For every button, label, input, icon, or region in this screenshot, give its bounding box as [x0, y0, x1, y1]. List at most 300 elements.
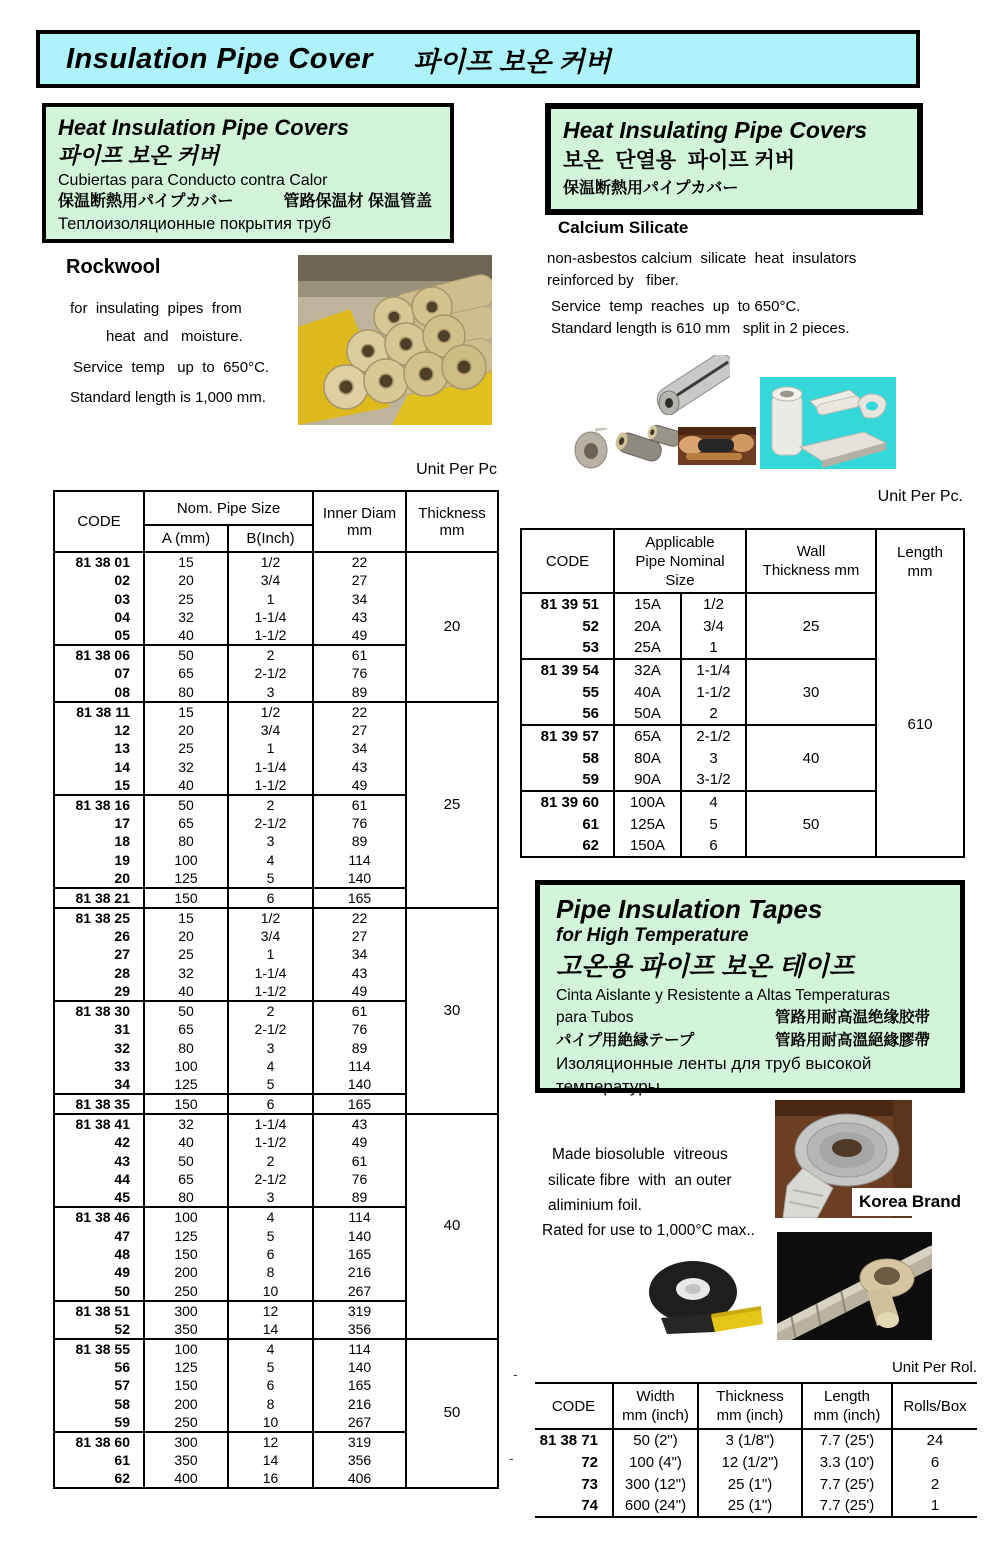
code-cell: 50 — [114, 1282, 130, 1299]
value-cell: 1-1/2 — [228, 1133, 313, 1151]
value-cell: 65 — [144, 664, 228, 682]
tape-desc-line3: aliminium foil. — [548, 1197, 642, 1214]
value-cell: 319 — [313, 1432, 406, 1451]
value-cell: 216 — [313, 1394, 406, 1412]
value-cell: 6 — [228, 1245, 313, 1263]
value-cell: 165 — [313, 1245, 406, 1263]
value-cell: 356 — [313, 1320, 406, 1339]
value-cell: 8 — [228, 1394, 313, 1412]
value-cell: 267 — [313, 1282, 406, 1301]
code-cell: 61 — [114, 1451, 130, 1468]
value-cell: 6 — [228, 1376, 313, 1394]
value-cell: 3.3 (10') — [802, 1451, 892, 1473]
value-cell: 150 — [144, 1094, 228, 1114]
foil-pipe-illustration — [652, 355, 730, 415]
code-cell: 13 — [114, 740, 130, 757]
value-cell: 356 — [313, 1451, 406, 1469]
table-row — [54, 1339, 498, 1358]
value-cell: 80A — [614, 747, 681, 769]
value-cell: 2 — [228, 1001, 313, 1020]
value-cell: 43 — [313, 608, 406, 626]
value-cell: 12 — [228, 1432, 313, 1451]
code-cell: 52 — [582, 617, 599, 635]
code-cell: 45 — [114, 1189, 130, 1206]
value-cell: 1-1/2 — [681, 681, 746, 703]
page-title: Insulation Pipe Cover — [66, 42, 373, 75]
code-cell: 81 39 54 — [521, 659, 614, 681]
value-cell: 3 — [228, 832, 313, 850]
value-cell: 6 — [681, 835, 746, 857]
tapes-title: Pipe Insulation Tapes — [556, 894, 823, 924]
value-cell: 61 — [313, 645, 406, 664]
value-cell: 125 — [144, 1226, 228, 1244]
rockwool-size-table — [53, 490, 499, 1489]
pipe-wrap-illustration — [777, 1232, 932, 1340]
value-cell: 125 — [144, 869, 228, 888]
value-cell: 1-1/4 — [228, 757, 313, 775]
tapes-title-chinese-traditional: 管路用耐高溫絕緣膠帶 — [774, 1032, 930, 1049]
value-cell: 350 — [144, 1320, 228, 1339]
scan-artifact-dash: - — [509, 1450, 514, 1466]
code-cell: 05 — [114, 627, 130, 644]
code-cell: 47 — [114, 1227, 130, 1244]
value-cell: 1/2 — [228, 908, 313, 927]
code-cell: 74 — [581, 1497, 598, 1514]
value-cell: 25 — [144, 589, 228, 607]
value-cell: 250 — [144, 1413, 228, 1432]
page-title-banner — [36, 30, 920, 88]
value-cell: 5 — [228, 1226, 313, 1244]
value-cell: 14 — [228, 1320, 313, 1339]
value-cell: 140 — [313, 869, 406, 888]
value-cell: 125 — [144, 1358, 228, 1376]
table-row — [54, 1114, 498, 1133]
value-cell: 6 — [892, 1451, 977, 1473]
code-cell: 81 38 25 — [54, 908, 144, 927]
code-cell: 81 38 46 — [54, 1207, 144, 1226]
value-cell: 2-1/2 — [228, 1020, 313, 1038]
wall-thickness-cell: 30 — [746, 659, 876, 725]
value-cell: 15 — [144, 908, 228, 927]
unit-label-tape: Unit Per Rol. — [891, 1359, 977, 1376]
calcium-products-illustration — [760, 377, 896, 469]
value-cell: 2 — [681, 703, 746, 725]
col-header-applicable-size: Applicable Pipe Nominal Size — [614, 529, 746, 593]
value-cell: 1/2 — [228, 552, 313, 571]
code-cell: 81 38 30 — [54, 1001, 144, 1020]
tape-desc-line2: silicate fibre with an outer — [548, 1172, 732, 1189]
tapes-title-japanese: パイプ用絶縁テープ — [556, 1032, 695, 1049]
code-cell: 81 39 57 — [521, 725, 614, 747]
value-cell: 7.7 (25') — [802, 1429, 892, 1451]
col-header-wall-thickness: Wall Thickness mm — [746, 529, 876, 593]
value-cell: 125 — [144, 1075, 228, 1094]
code-cell: 04 — [114, 608, 130, 625]
value-cell: 89 — [313, 832, 406, 850]
value-cell: 49 — [313, 982, 406, 1001]
code-cell: 26 — [114, 928, 130, 945]
code-cell: 81 38 41 — [54, 1114, 144, 1133]
value-cell: 150 — [144, 1245, 228, 1263]
col-header-b-inch: B(Inch) — [228, 525, 313, 552]
value-cell: 2-1/2 — [681, 725, 746, 747]
code-cell: 56 — [582, 705, 599, 722]
value-cell: 80 — [144, 1038, 228, 1056]
table-row — [521, 593, 964, 615]
value-cell: 20 — [144, 721, 228, 739]
value-cell: 43 — [313, 964, 406, 982]
code-cell: 81 39 60 — [521, 791, 614, 813]
value-cell: 1-1/4 — [228, 1114, 313, 1133]
code-cell: 52 — [114, 1320, 130, 1337]
value-cell: 2 — [228, 1152, 313, 1170]
value-cell: 40 — [144, 626, 228, 645]
value-cell: 2-1/2 — [228, 664, 313, 682]
value-cell: 150A — [614, 835, 681, 857]
value-cell: 43 — [313, 1114, 406, 1133]
value-cell: 50A — [614, 703, 681, 725]
col-header-code: CODE — [54, 491, 144, 552]
calcium-desc-line1: non-asbestos calcium silicate heat insulators — [547, 250, 857, 267]
code-cell: 62 — [582, 837, 599, 854]
value-cell: 40 — [144, 982, 228, 1001]
thickness-cell: 30 — [406, 908, 498, 1114]
col-header-rolls-box: Rolls/Box — [892, 1383, 977, 1429]
value-cell: 4 — [228, 1339, 313, 1358]
col-header-code: CODE — [521, 529, 614, 593]
wall-thickness-cell: 50 — [746, 791, 876, 857]
value-cell: 1 — [228, 945, 313, 963]
value-cell: 89 — [313, 1188, 406, 1207]
tape-desc-line4: Rated for use to 1,000°C max.. — [542, 1222, 755, 1239]
table-row — [535, 1429, 977, 1451]
value-cell: 50 — [144, 645, 228, 664]
value-cell: 65 — [144, 814, 228, 832]
code-cell: 81 38 51 — [54, 1301, 144, 1320]
unit-label-right: Unit Per Pc. — [877, 488, 963, 505]
table-header-row — [54, 491, 498, 525]
value-cell: 3/4 — [681, 615, 746, 637]
code-cell: 59 — [582, 771, 599, 788]
code-cell: 55 — [582, 683, 599, 701]
value-cell: 3 — [228, 1038, 313, 1056]
code-cell: 28 — [114, 964, 130, 981]
value-cell: 32A — [614, 659, 681, 681]
korea-brand-label: Korea Brand — [852, 1188, 968, 1216]
value-cell: 1/2 — [228, 702, 313, 721]
value-cell: 43 — [313, 757, 406, 775]
code-cell: 53 — [582, 639, 599, 656]
calcium-desc-line2: reinforced by fiber. — [547, 272, 679, 289]
value-cell: 61 — [313, 1152, 406, 1170]
rockwool-desc-line3: Service temp up to 650°C. — [73, 359, 270, 376]
col-header-width: Width mm (inch) — [613, 1383, 698, 1429]
code-cell: 29 — [114, 983, 130, 1000]
tapes-subtitle: for High Temperature — [556, 925, 749, 946]
value-cell: 34 — [313, 739, 406, 757]
value-cell: 24 — [892, 1429, 977, 1451]
value-cell: 2-1/2 — [228, 814, 313, 832]
section-title: Heat Insulating Pipe Covers — [563, 117, 868, 143]
table-row — [54, 908, 498, 927]
value-cell: 165 — [313, 1094, 406, 1114]
col-header-length: Length mm — [876, 529, 964, 593]
black-tape-roll-photo — [645, 1258, 765, 1343]
value-cell: 300 (12") — [613, 1473, 698, 1495]
tapes-title-spanish2: para Tubos — [556, 1009, 634, 1026]
value-cell: 14 — [228, 1451, 313, 1469]
foil-pipe-photo — [652, 355, 730, 420]
value-cell: 100 — [144, 1339, 228, 1358]
code-cell: 08 — [114, 683, 130, 700]
pipe-insulation-tapes-box — [535, 880, 965, 1096]
tapes-title-russian1: Изоляционные ленты для труб высокой — [556, 1054, 872, 1073]
code-cell: 81 38 11 — [54, 702, 144, 721]
value-cell: 114 — [313, 1207, 406, 1226]
value-cell: 3 — [228, 683, 313, 702]
value-cell: 100 — [144, 1057, 228, 1075]
value-cell: 100 — [144, 1207, 228, 1226]
value-cell: 8 — [228, 1263, 313, 1281]
thickness-cell: 25 — [406, 702, 498, 908]
value-cell: 2 — [228, 795, 313, 814]
value-cell: 25 (1") — [698, 1495, 802, 1517]
value-cell: 140 — [313, 1358, 406, 1376]
section-title-russian: Теплоизоляционные покрытия труб — [58, 215, 332, 233]
value-cell: 3 — [681, 747, 746, 769]
value-cell: 1-1/4 — [228, 608, 313, 626]
code-cell: 44 — [114, 1171, 130, 1188]
value-cell: 1-1/2 — [228, 626, 313, 645]
value-cell: 12 (1/2") — [698, 1451, 802, 1473]
value-cell: 150 — [144, 888, 228, 908]
section-title: Heat Insulation Pipe Covers — [58, 115, 349, 140]
value-cell: 7.7 (25') — [802, 1473, 892, 1495]
heat-insulation-covers-box — [42, 103, 454, 243]
value-cell: 76 — [313, 664, 406, 682]
col-header-nom-pipe-size: Nom. Pipe Size — [144, 491, 313, 525]
value-cell: 89 — [313, 1038, 406, 1056]
value-cell: 50 (2") — [613, 1429, 698, 1451]
value-cell: 25 (1") — [698, 1473, 802, 1495]
code-cell: 03 — [114, 590, 130, 607]
value-cell: 3/4 — [228, 571, 313, 589]
code-cell: 58 — [582, 749, 599, 767]
table-header-row — [535, 1383, 977, 1429]
value-cell: 250 — [144, 1282, 228, 1301]
thickness-cell: 40 — [406, 1114, 498, 1338]
rockwool-desc-line2: heat and moisture. — [106, 328, 243, 345]
value-cell: 22 — [313, 702, 406, 721]
code-cell: 20 — [114, 869, 130, 886]
value-cell: 5 — [228, 869, 313, 888]
thickness-cell: 50 — [406, 1339, 498, 1489]
value-cell: 50 — [144, 795, 228, 814]
value-cell: 90A — [614, 769, 681, 791]
value-cell: 49 — [313, 1133, 406, 1151]
value-cell: 114 — [313, 1057, 406, 1075]
value-cell: 1-1/2 — [228, 776, 313, 795]
code-cell: 81 38 60 — [54, 1432, 144, 1451]
value-cell: 200 — [144, 1263, 228, 1281]
thickness-cell: 20 — [406, 552, 498, 702]
code-cell: 18 — [114, 833, 130, 850]
value-cell: 3-1/2 — [681, 769, 746, 791]
hands-tape-photo — [678, 427, 756, 470]
wall-thickness-cell: 25 — [746, 593, 876, 659]
value-cell: 76 — [313, 1170, 406, 1188]
rockwool-desc-line4: Standard length is 1,000 mm. — [70, 389, 266, 406]
code-cell: 81 38 21 — [54, 888, 144, 908]
mineral-pipes-illustration — [612, 422, 678, 464]
value-cell: 16 — [228, 1469, 313, 1488]
heat-insulating-covers-box — [545, 103, 923, 215]
value-cell: 32 — [144, 964, 228, 982]
value-cell: 27 — [313, 927, 406, 945]
value-cell: 15A — [614, 593, 681, 615]
section-title-korean: 보온 단열용 파이프 커버 — [563, 149, 796, 172]
code-cell: 17 — [114, 814, 130, 831]
table-row — [54, 552, 498, 571]
section-title-japanese: 保温断熱用パイプカバー — [563, 180, 739, 197]
value-cell: 20A — [614, 615, 681, 637]
value-cell: 165 — [313, 1376, 406, 1394]
value-cell: 89 — [313, 683, 406, 702]
value-cell: 1-1/4 — [681, 659, 746, 681]
value-cell: 10 — [228, 1282, 313, 1301]
value-cell: 4 — [228, 1207, 313, 1226]
value-cell: 350 — [144, 1451, 228, 1469]
code-cell: 57 — [114, 1377, 130, 1394]
calcium-desc-line4: Standard length is 610 mm split in 2 pieces. — [551, 320, 850, 337]
value-cell: 76 — [313, 814, 406, 832]
code-cell: 81 38 06 — [54, 645, 144, 664]
value-cell: 80 — [144, 1188, 228, 1207]
code-cell: 34 — [114, 1076, 130, 1093]
value-cell: 40 — [144, 776, 228, 795]
value-cell: 600 (24") — [613, 1495, 698, 1517]
value-cell: 114 — [313, 1339, 406, 1358]
code-cell: 27 — [114, 946, 130, 963]
calcium-silicate-products-photo — [760, 377, 896, 474]
value-cell: 4 — [228, 851, 313, 869]
section-title-chinese: 管路保温材 保温管盖 — [283, 193, 432, 210]
value-cell: 400 — [144, 1469, 228, 1488]
value-cell: 3/4 — [228, 721, 313, 739]
value-cell: 6 — [228, 1094, 313, 1114]
value-cell: 114 — [313, 851, 406, 869]
value-cell: 2 — [228, 645, 313, 664]
table-row — [54, 702, 498, 721]
code-cell: 15 — [114, 776, 130, 793]
scan-artifact-dash: - — [513, 1366, 518, 1382]
value-cell: 80 — [144, 683, 228, 702]
value-cell: 32 — [144, 608, 228, 626]
value-cell: 32 — [144, 757, 228, 775]
rockwool-table-body — [54, 552, 498, 1488]
value-cell: 1 — [228, 589, 313, 607]
code-cell: 07 — [114, 665, 130, 682]
code-cell: 32 — [114, 1039, 130, 1056]
tapes-title-russian2: температуры — [556, 1077, 660, 1096]
value-cell: 49 — [313, 776, 406, 795]
value-cell: 40 — [144, 1133, 228, 1151]
value-cell: 1 — [681, 637, 746, 659]
tape-table-body — [535, 1429, 977, 1517]
value-cell: 34 — [313, 945, 406, 963]
page-title-korean: 파이프 보온 커버 — [413, 46, 611, 77]
pipe-wrap-photo — [777, 1232, 932, 1345]
code-cell: 62 — [114, 1470, 130, 1487]
code-cell: 56 — [114, 1358, 130, 1375]
value-cell: 40A — [614, 681, 681, 703]
value-cell: 25A — [614, 637, 681, 659]
value-cell: 76 — [313, 1020, 406, 1038]
code-cell: 73 — [581, 1475, 598, 1493]
code-cell: 61 — [582, 815, 599, 833]
col-header-length: Length mm (inch) — [802, 1383, 892, 1429]
mineral-pipes-photo — [612, 422, 678, 469]
value-cell: 100A — [614, 791, 681, 813]
tapes-japanese-chinese-row — [556, 1029, 944, 1052]
value-cell: 22 — [313, 908, 406, 927]
table-row — [535, 1495, 977, 1517]
code-cell: 81 38 16 — [54, 795, 144, 814]
code-cell: 02 — [114, 572, 130, 589]
silicate-table-body — [521, 593, 964, 857]
code-cell: 81 38 55 — [54, 1339, 144, 1358]
value-cell: 15 — [144, 552, 228, 571]
value-cell: 200 — [144, 1394, 228, 1412]
rockwool-heading: Rockwool — [66, 256, 161, 278]
code-cell: 49 — [114, 1264, 130, 1281]
value-cell: 20 — [144, 571, 228, 589]
col-header-thickness: Thickness mm (inch) — [698, 1383, 802, 1429]
value-cell: 3/4 — [228, 927, 313, 945]
value-cell: 125A — [614, 813, 681, 835]
value-cell: 20 — [144, 927, 228, 945]
value-cell: 27 — [313, 571, 406, 589]
code-cell: 48 — [114, 1246, 130, 1262]
code-cell: 19 — [114, 851, 130, 868]
tapes-spanish-chinese-row — [556, 1006, 944, 1029]
code-cell: 58 — [114, 1395, 130, 1412]
value-cell: 1-1/2 — [228, 982, 313, 1001]
value-cell: 65 — [144, 1170, 228, 1188]
section-title-spanish: Cubiertas para Conducto contra Calor — [58, 172, 328, 189]
value-cell: 3 — [228, 1188, 313, 1207]
value-cell: 5 — [228, 1358, 313, 1376]
value-cell: 165 — [313, 888, 406, 908]
value-cell: 3 (1/8") — [698, 1429, 802, 1451]
table-header-row — [521, 529, 964, 593]
col-header-a-mm: A (mm) — [144, 525, 228, 552]
value-cell: 300 — [144, 1432, 228, 1451]
value-cell: 50 — [144, 1001, 228, 1020]
value-cell: 12 — [228, 1301, 313, 1320]
value-cell: 34 — [313, 589, 406, 607]
section-title-cjk-row — [58, 191, 438, 213]
code-cell: 59 — [114, 1413, 130, 1430]
value-cell: 1/2 — [681, 593, 746, 615]
value-cell: 150 — [144, 1376, 228, 1394]
value-cell: 6 — [228, 888, 313, 908]
value-cell: 61 — [313, 1001, 406, 1020]
value-cell: 65A — [614, 725, 681, 747]
tapes-title-korean: 고온용 파이프 보온 테이프 — [556, 951, 854, 981]
value-cell: 32 — [144, 1114, 228, 1133]
value-cell: 7.7 (25') — [802, 1495, 892, 1517]
